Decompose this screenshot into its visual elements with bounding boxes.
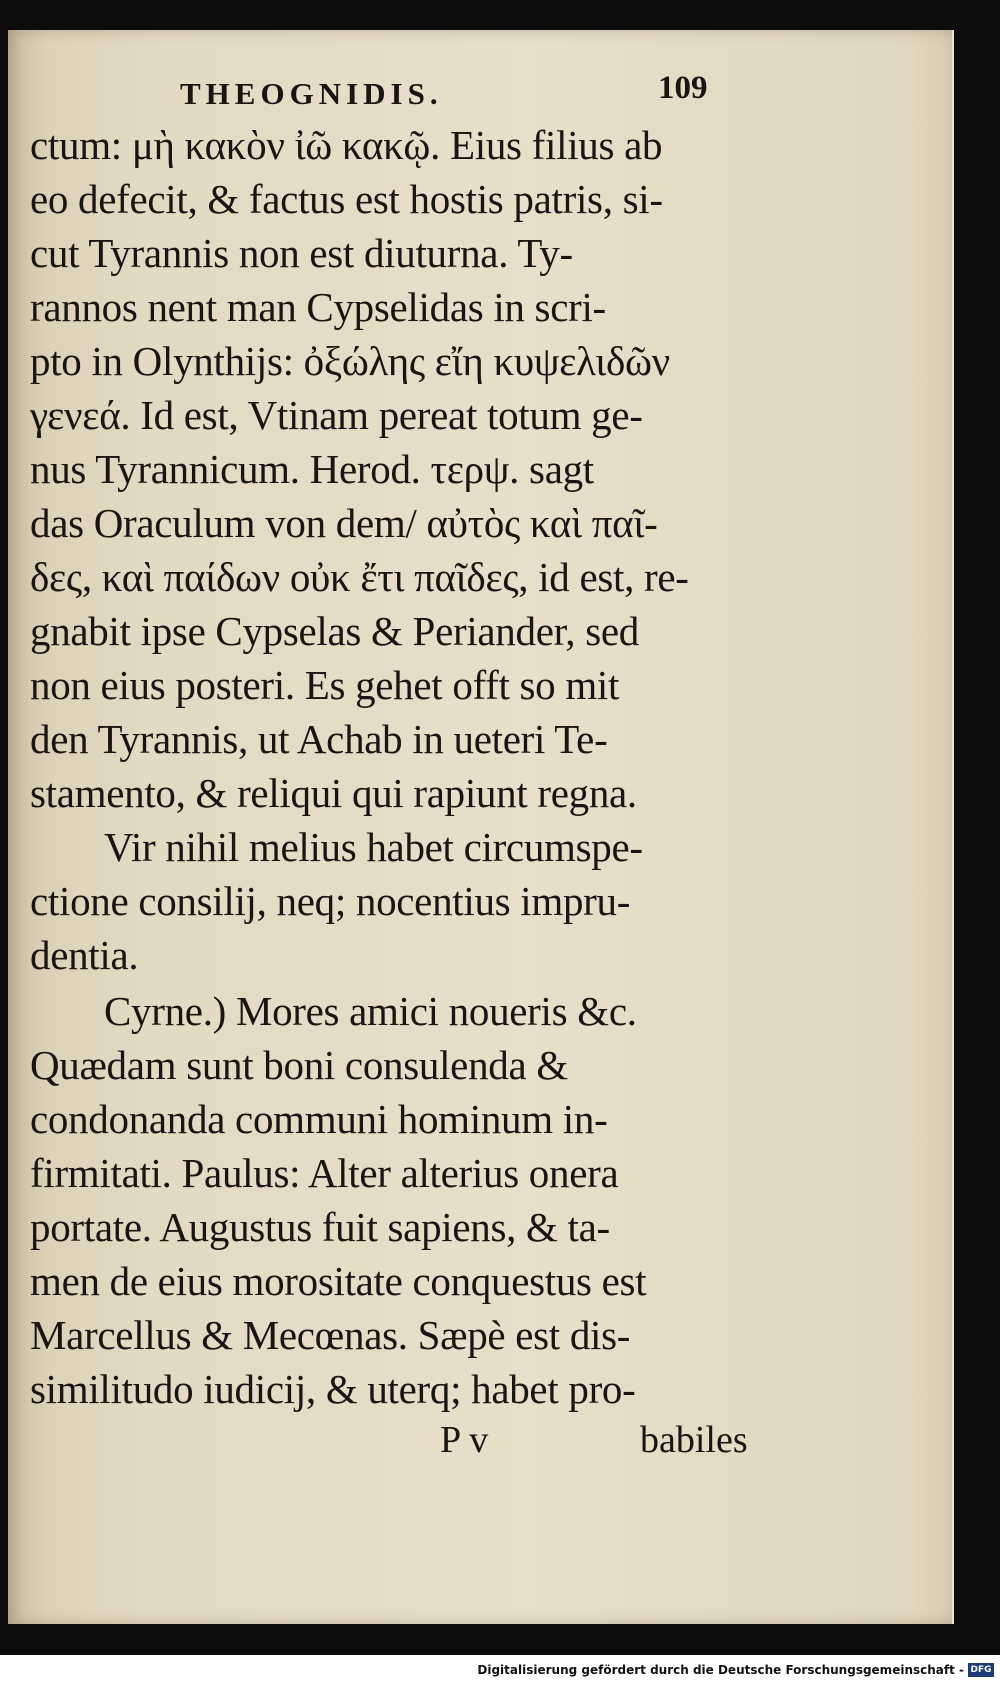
running-head: THEOGNIDIS.	[180, 76, 443, 111]
text-line: eo defecit, & factus est hostis patris, si-	[30, 176, 663, 222]
dfg-logo: DFG	[968, 1663, 994, 1677]
text-line: das Oraculum von dem/ αὐτὸς καὶ παῖ-	[30, 500, 658, 546]
text-line: men de eius morositate conquestus est	[30, 1258, 647, 1304]
text-line: Quædam sunt boni consulenda &	[30, 1042, 568, 1088]
page-number: 109	[658, 70, 708, 106]
text-line: cut Tyrannis non est diuturna. Ty-	[30, 230, 573, 276]
text-line: rannos nent man Cypselidas in scri-	[30, 284, 606, 330]
page-header	[30, 70, 755, 118]
paragraph-start-line: Vir nihil melius habet circumspe-	[104, 824, 643, 870]
text-line: gnabit ipse Cypselas & Periander, sed	[30, 608, 639, 654]
text-line: similitudo iudicij, & uterq; habet pro-	[30, 1366, 636, 1412]
digitization-note: Digitalisierung gefördert durch die Deutsche Forschungsgemeinschaft -	[477, 1663, 964, 1677]
catchword: babiles	[640, 1419, 748, 1461]
text-line: dentia.	[30, 932, 139, 978]
text-line: δες, καὶ παίδων οὐκ ἔτι παῖδες, id est, re-	[30, 554, 689, 600]
text-line: firmitati. Paulus: Alter alterius onera	[30, 1150, 619, 1196]
paragraph-start-line: Cyrne.) Mores amici noueris &c.	[104, 988, 637, 1034]
text-line: portate. Augustus fuit sapiens, & ta-	[30, 1204, 610, 1250]
text-line: γενεά. Id est, Vtinam pereat totum ge-	[30, 392, 643, 438]
text-block	[30, 70, 755, 1468]
text-line: non eius posteri. Es gehet offt so mit	[30, 662, 620, 708]
text-line: Marcellus & Mecœnas. Sæpè est dis-	[30, 1312, 631, 1358]
text-line: ctione consilij, neq; nocentius impru-	[30, 878, 631, 924]
text-line: nus Tyrannicum. Herod. τερψ. sagt	[30, 446, 594, 492]
book-page	[8, 30, 954, 1624]
footer-bar	[0, 1655, 1000, 1685]
text-line: condonanda communi hominum in-	[30, 1096, 608, 1142]
text-line: pto in Olynthijs: ὀξώλης εἴη κυψελιδῶν	[30, 338, 670, 384]
text-line: stamento, & reliqui qui rapiunt regna.	[30, 770, 637, 816]
text-line: den Tyrannis, ut Achab in ueteri Te-	[30, 716, 608, 762]
signature-mark: P v	[440, 1419, 489, 1461]
page-foot	[30, 1416, 755, 1468]
text-line: ctum: μὴ κακὸν ἰῶ κακῷ. Eius filius ab	[30, 122, 663, 168]
